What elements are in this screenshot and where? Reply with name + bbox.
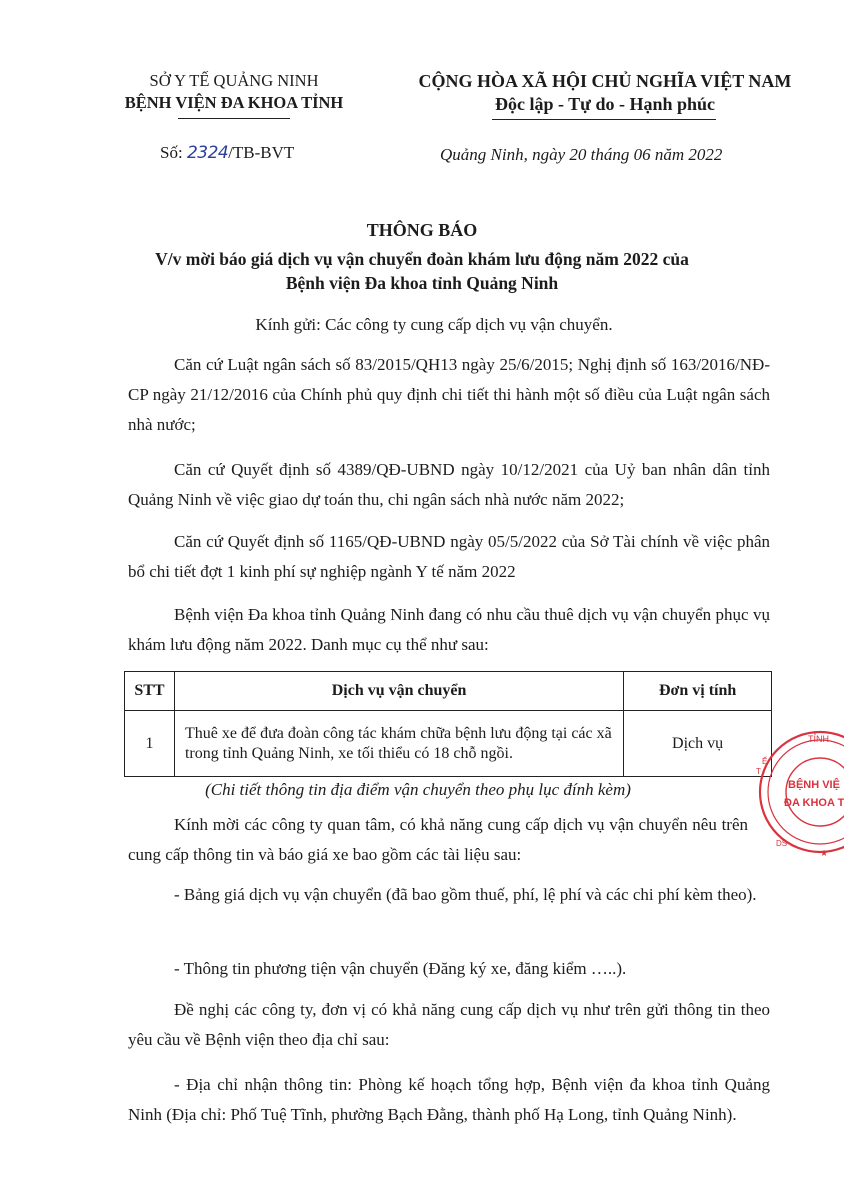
motto-underline	[492, 119, 716, 120]
svg-text:DS: DS	[776, 839, 788, 848]
stamp-ring-text: TỈNH	[808, 734, 829, 744]
issuer-underline	[178, 118, 290, 119]
paragraph-legal-basis-1: Căn cứ Luật ngân sách số 83/2015/QH13 ngày 25/6/2015; Nghị định số 163/2016/NĐ-CP ngày 21/12/2016 của Chính phủ quy định chi tiết thi hành một số điều của Luật ngân sách nhà nước;	[128, 355, 770, 434]
header-service: Dịch vụ vận chuyển	[174, 672, 623, 711]
national-motto: Độc lập - Tự do - Hạnh phúc	[494, 94, 716, 114]
table-row	[125, 711, 772, 777]
recipient-line: Kính gửi: Các công ty cung cấp dịch vụ vận chuyển.	[255, 315, 613, 334]
national-title: CỘNG HÒA XÃ HỘI CHỦ NGHĨA VIỆT NAM	[418, 71, 792, 91]
subject-line-2: Bệnh viện Đa khoa tỉnh Quảng Ninh	[285, 273, 559, 293]
paragraph-request: Đề nghị các công ty, đơn vị có khả năng cung cấp dịch vụ như trên gửi thông tin theo yêu cầu về Bệnh viện theo địa chỉ sau:	[128, 1000, 770, 1049]
paragraph-need: Bệnh viện Đa khoa tỉnh Quảng Ninh đang có nhu cầu thuê dịch vụ vận chuyển phục vụ khám lưu động năm 2022. Danh mục cụ thể như sau:	[128, 605, 770, 654]
issuer-block	[84, 70, 384, 114]
document-subject	[84, 247, 760, 295]
stamp-line-2: ĐA KHOA T	[784, 797, 844, 809]
document-date: Quảng Ninh, ngày 20 tháng 06 năm 2022	[440, 145, 723, 164]
service-table	[124, 671, 772, 777]
paragraph-legal-basis-3: Căn cứ Quyết định số 1165/QĐ-UBND ngày 05/5/2022 của Sở Tài chính về việc phân bổ chi tiết đợt 1 kinh phí sự nghiệp ngành Y tế năm 2022	[128, 532, 770, 581]
number-suffix: /TB-BVT	[228, 143, 295, 162]
row-unit: Dịch vụ	[624, 711, 772, 777]
svg-text:Ế: Ế	[762, 757, 768, 766]
header-unit: Đơn vị tính	[624, 672, 772, 711]
document-title: THÔNG BÁO	[366, 220, 478, 240]
svg-text:★: ★	[820, 848, 829, 858]
number-prefix: Số:	[160, 143, 183, 162]
table-header-row	[125, 672, 772, 711]
row-stt: 1	[125, 711, 175, 777]
stamp-line-1: BỆNH VIỆ	[788, 779, 840, 791]
paragraph-invitation: Kính mời các công ty quan tâm, có khả năng cung cấp dịch vụ vận chuyển nêu trên cung cấp thông tin và báo giá xe bao gồm các tài liệu sau:	[128, 815, 748, 864]
appendix-note: (Chi tiết thông tin địa điểm vận chuyển theo phụ lục đính kèm)	[205, 780, 631, 799]
stamp-seal-icon	[748, 730, 844, 860]
header-stt: STT	[125, 672, 175, 711]
subject-line-1: V/v mời báo giá dịch vụ vận chuyển đoàn khám lưu động năm 2022 của	[155, 249, 689, 269]
issuer-department: SỞ Y TẾ QUẢNG NINH	[149, 71, 319, 90]
national-motto-block	[395, 70, 815, 116]
paragraph-requirement-price: - Bảng giá dịch vụ vận chuyển (đã bao gồm thuế, phí, lệ phí và các chi phí kèm theo).	[174, 885, 757, 904]
paragraph-requirement-vehicle: - Thông tin phương tiện vận chuyển (Đăng ký xe, đăng kiểm …..).	[174, 959, 627, 978]
svg-text:T: T	[756, 767, 761, 776]
paragraph-legal-basis-2: Căn cứ Quyết định số 4389/QĐ-UBND ngày 10/12/2021 của Uỷ ban nhân dân tỉnh Quảng Ninh về việc giao dự toán thu, chi ngân sách nhà nước năm 2022;	[128, 460, 770, 509]
official-stamp	[748, 730, 844, 865]
number-handwritten: 2324	[186, 143, 229, 163]
row-service: Thuê xe để đưa đoàn công tác khám chữa bệnh lưu động tại các xã trong tỉnh Quảng Ninh, xe tối thiểu có 18 chỗ ngồi.	[174, 711, 623, 777]
document-number	[160, 142, 294, 164]
issuer-hospital: BỆNH VIỆN ĐA KHOA TỈNH	[124, 93, 344, 112]
paragraph-address: - Địa chỉ nhận thông tin: Phòng kế hoạch tổng hợp, Bệnh viện đa khoa tỉnh Quảng Ninh (Địa chỉ: Phố Tuệ Tĩnh, phường Bạch Đằng, thành phố Hạ Long, tỉnh Quảng Ninh).	[128, 1075, 770, 1124]
